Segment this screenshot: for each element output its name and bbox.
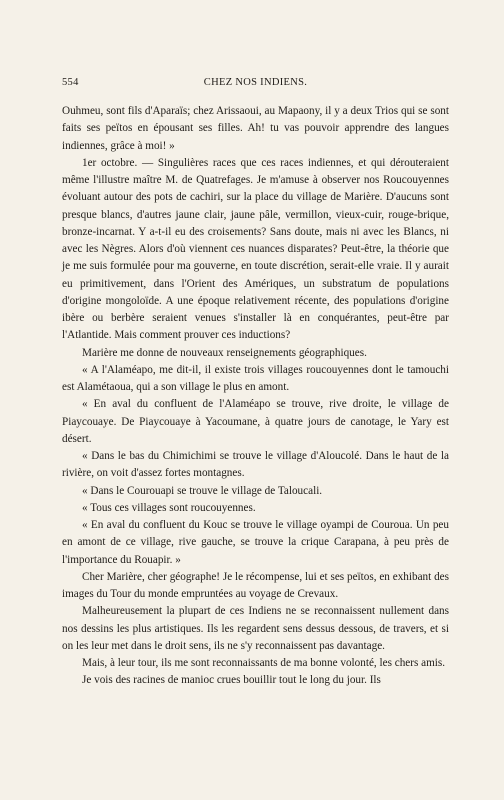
- paragraph: Cher Marière, cher géographe! Je le récompense, lui et ses peïtos, en exhibant des images du Tour du monde empruntées au voyage de Crevaux.: [62, 570, 449, 600]
- paragraph: « Dans le Courouapi se trouve le village de Taloucali.: [82, 484, 323, 497]
- paragraph: « Dans le bas du Chimichimi se trouve le village d'Aloucolé. Dans le haut de la rivière, on voit d'assez fortes montagnes.: [62, 450, 449, 480]
- paragraph: Malheureusement la plupart de ces Indiens ne se reconnaissent nullement dans nos dessins les plus artistiques. Ils les regardent sens dessus dessous, de travers, et si on les leur met dans le droit sens, ils ne s'y reconnaissent pas davantage.: [62, 605, 449, 652]
- paragraph: « A l'Alaméapo, me dit-il, il existe trois villages roucouyennes dont le tamouchi est Alamétaoua, qui a son village le plus en amont.: [62, 363, 449, 393]
- paragraph: « Tous ces villages sont roucouyennes.: [82, 501, 256, 514]
- paragraph: « En aval du confluent du Kouc se trouve le village oyampi de Couroua. Un peu en amont de ce village, rive gauche, se trouve la crique Carapana, à peu près de l'importance du Rouapir. »: [62, 519, 449, 566]
- page-body: [62, 103, 449, 690]
- paragraph: 1er octobre. — Singulières races que ces races indiennes, et qui dérouteraient même l'illustre maître M. de Quatrefages. Je m'amuse à observer nos Roucouyennes évoluant autour des pots de cachiri, sur la place du village de Marière. D'aucuns sont presque blancs, d'autres jaune clair, jaune pâle, vermillon, vieux-cuir, rouge-brique, bronze-incarnat. Y a-t-il eu des croisements? Sans doute, mais ni avec les Blancs, ni avec les Nègres. Alors d'où viennent ces nuances disparates? Peut-être, la théorie que je me suis formulée pour ma gouverne, en toute discrétion, serait-elle vraie. Il y aurait eu primitivement, dans l'Orient des Amériques, un substratum de populations d'origine mongoloïde. A une époque relativement récente, des populations d'origine ibère ou berbère seraient venues s'installer là en conquérantes, peut-être par l'Atlantide. Mais comment prouver ces inductions?: [62, 156, 449, 342]
- paragraph: Je vois des racines de manioc crues bouillir tout le long du jour. Ils: [82, 674, 381, 687]
- paragraph: « En aval du confluent de l'Alaméapo se trouve, rive droite, le village de Piaycouaye. De Piaycouaye à Yacoumane, à quatre jours de canotage, le Yary est désert.: [62, 398, 449, 445]
- paragraph: Mais, à leur tour, ils me sont reconnaissants de ma bonne volonté, les chers amis.: [82, 657, 446, 669]
- page-number: 554: [62, 77, 79, 88]
- paragraph: Marière me donne de nouveaux renseignements géographiques.: [82, 346, 367, 359]
- paragraph: Ouhmeu, sont fils d'Aparaïs; chez Arissaoui, au Mapaony, il y a deux Trios qui se sont faits ses peïtos en épousant ses filles. Ah! tu vas pouvoir apprendre des langues indiennes, grâce à moi! »: [62, 105, 449, 152]
- running-title: CHEZ NOS INDIENS.: [203, 77, 308, 88]
